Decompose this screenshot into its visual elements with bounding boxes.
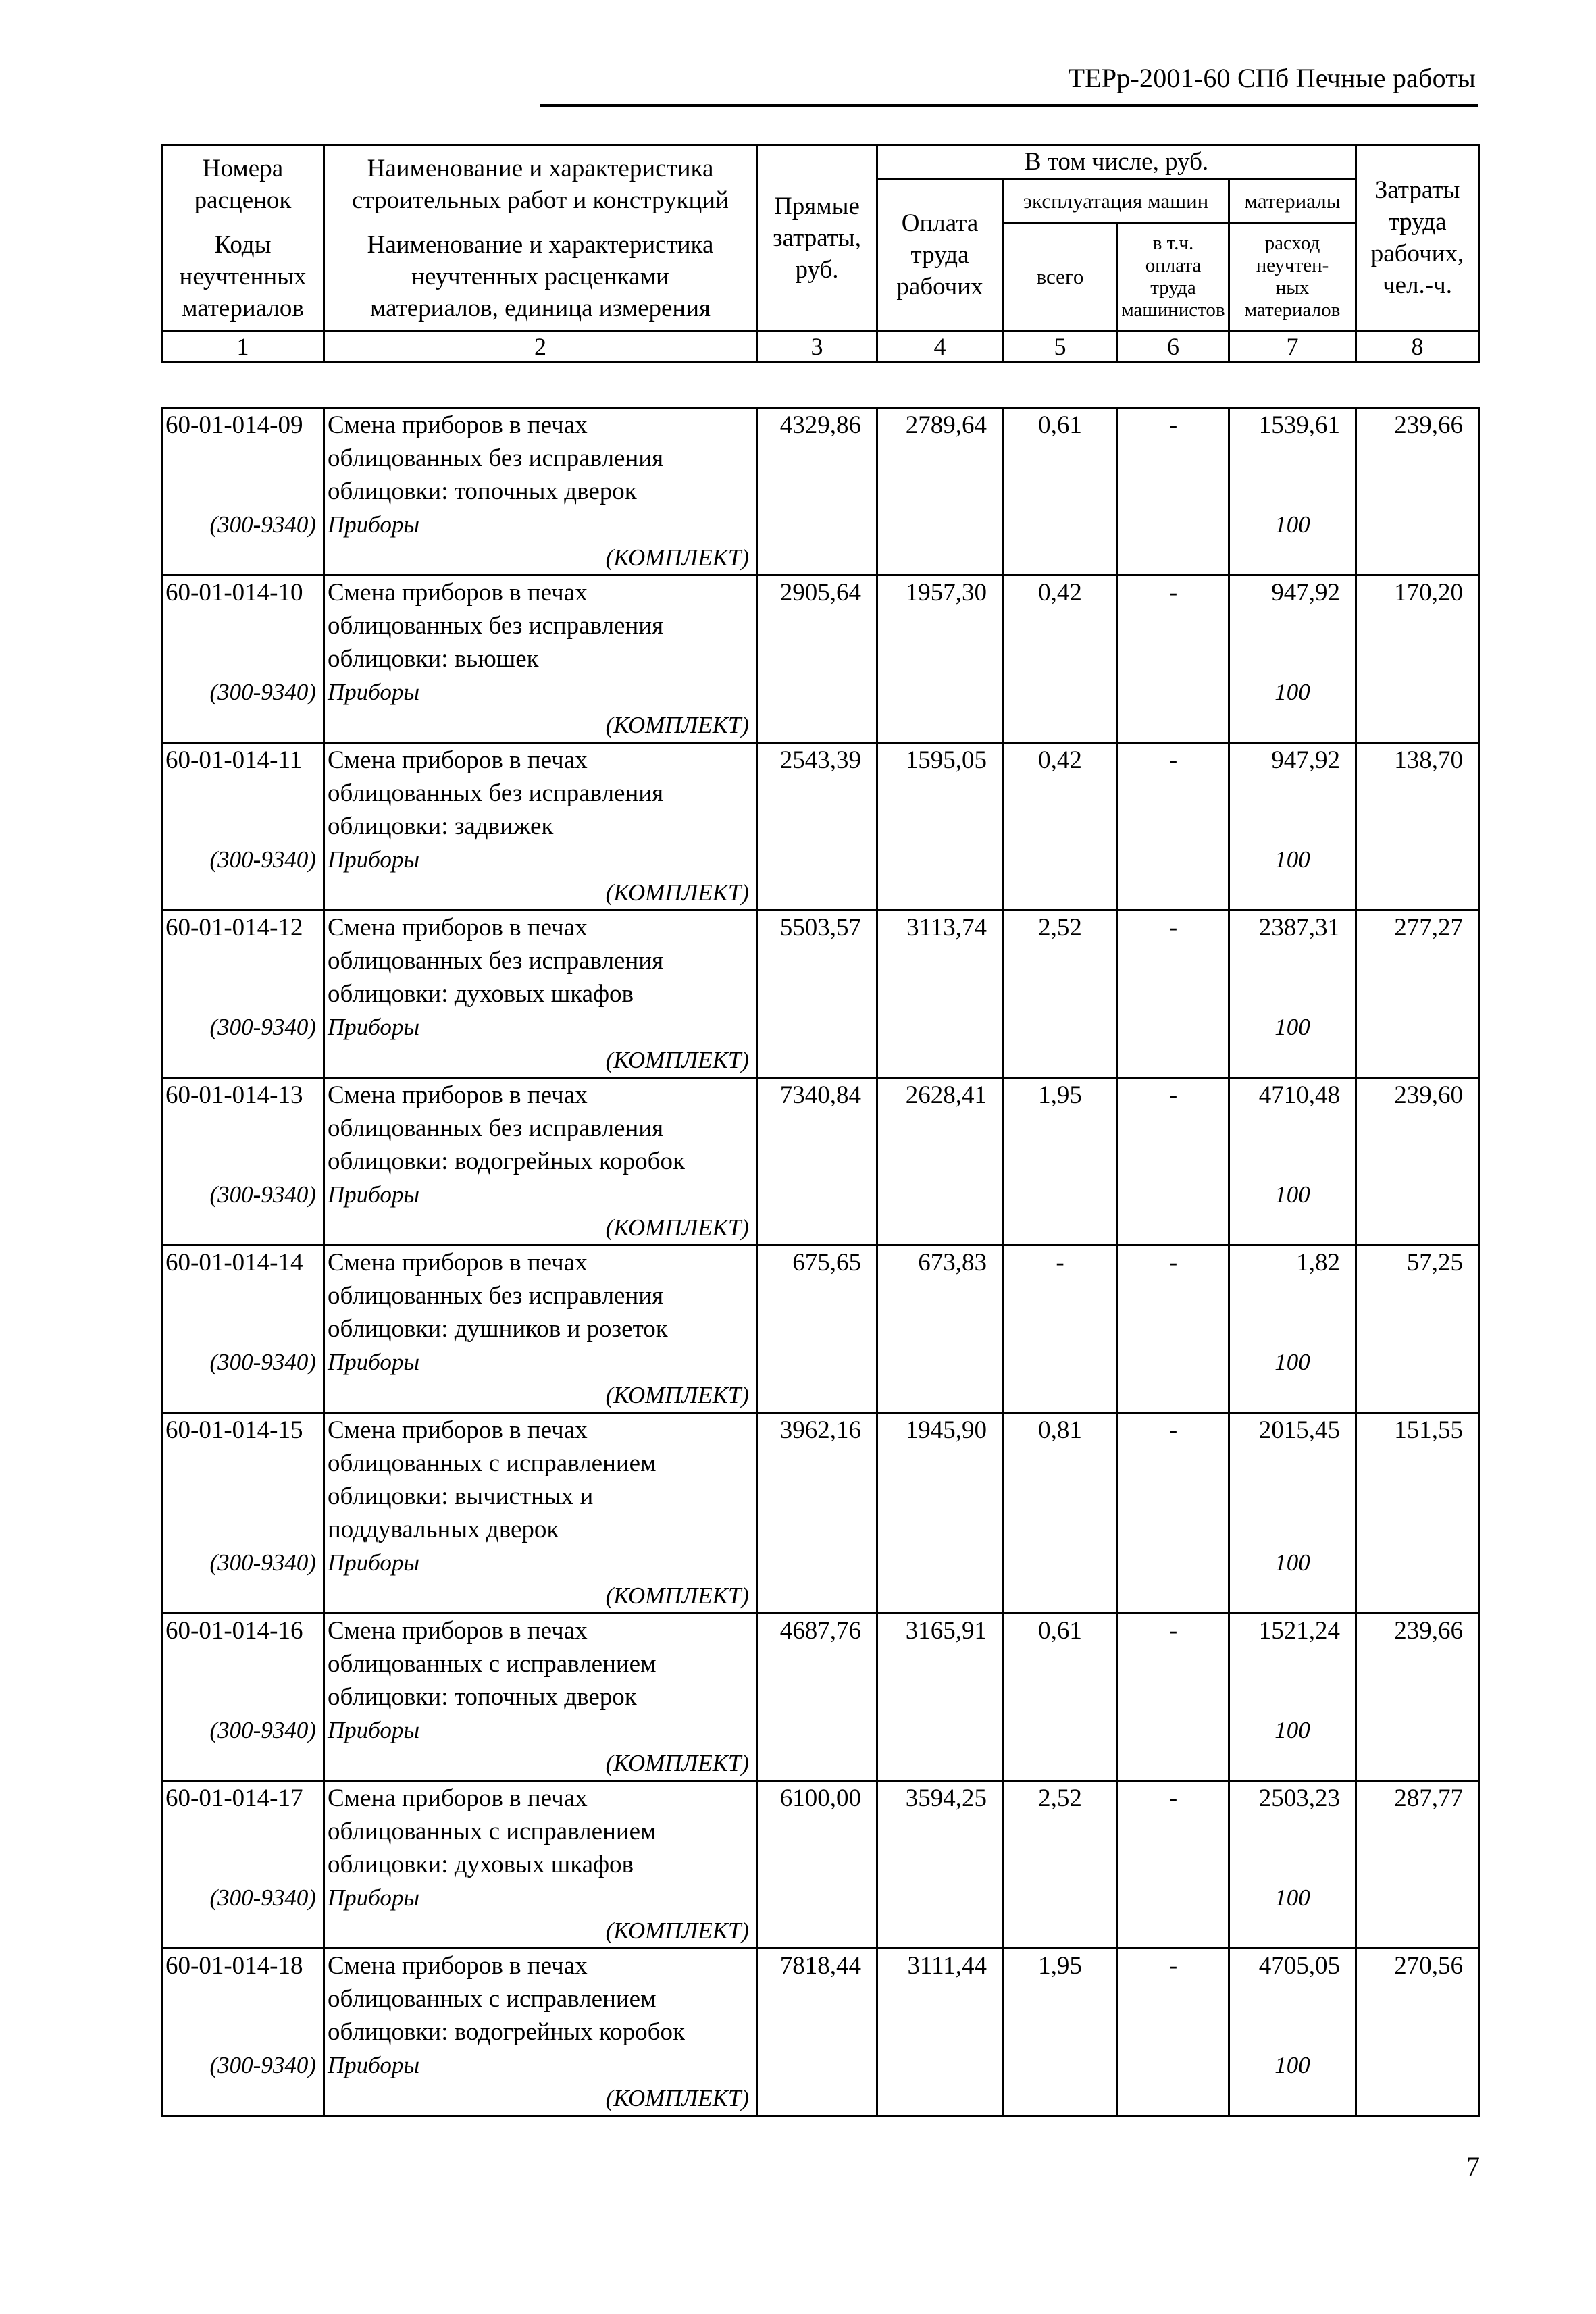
col-number-1: 1 bbox=[162, 331, 324, 363]
materials-cost: 1521,24 bbox=[1258, 1617, 1340, 1645]
rate-name-line: облицованных с исправлением bbox=[328, 1985, 657, 2013]
labor-pay: 1945,90 bbox=[877, 1413, 1003, 1614]
material-consumption: 100 bbox=[1275, 1549, 1310, 1576]
rate-name-line: Смена приборов в печах bbox=[328, 1617, 588, 1645]
material-unit: (КОМПЛЕКТ) bbox=[605, 1214, 749, 1241]
machines-total: 0,42 bbox=[1003, 575, 1118, 743]
labor-hours: 239,66 bbox=[1356, 1614, 1479, 1781]
material-name: Приборы bbox=[328, 1181, 420, 1208]
materials-cell bbox=[1229, 1078, 1356, 1245]
material-unit: (КОМПЛЕКТ) bbox=[605, 1750, 749, 1776]
rate-name-line: облицованных без исправления bbox=[328, 947, 664, 975]
material-name: Приборы bbox=[328, 846, 420, 873]
labor-pay: 2628,41 bbox=[877, 1078, 1003, 1245]
material-code: (300-9340) bbox=[209, 1349, 316, 1375]
col-number-4: 4 bbox=[877, 331, 1003, 363]
rate-name-line: Смена приборов в печах bbox=[328, 1952, 588, 1980]
col-header-group: В том числе, руб. bbox=[877, 145, 1356, 179]
col-header-material-name: Наименование и характеристика неучтенных расценками материалов, единица измерения bbox=[324, 224, 757, 331]
rate-code: 60-01-014-18 bbox=[165, 1952, 303, 1980]
materials-cell bbox=[1229, 1781, 1356, 1949]
labor-pay: 3594,25 bbox=[877, 1781, 1003, 1949]
rate-name-cell bbox=[324, 910, 757, 1078]
rate-name-line: облицовки: топочных дверок bbox=[328, 1683, 637, 1711]
materials-cell bbox=[1229, 1245, 1356, 1413]
table-row bbox=[162, 1781, 1479, 1949]
labor-hours: 270,56 bbox=[1356, 1949, 1479, 2116]
machines-total: 2,52 bbox=[1003, 1781, 1118, 1949]
rates-table bbox=[161, 407, 1480, 2117]
material-name: Приборы bbox=[328, 1549, 420, 1576]
rate-name-line: облицовки: водогрейных коробок bbox=[328, 2018, 685, 2046]
material-name: Приборы bbox=[328, 2052, 420, 2078]
material-name: Приборы bbox=[328, 1349, 420, 1375]
material-unit: (КОМПЛЕКТ) bbox=[605, 1918, 749, 1944]
rate-code-cell bbox=[162, 1614, 324, 1781]
rate-code-cell bbox=[162, 743, 324, 910]
material-consumption: 100 bbox=[1275, 1181, 1310, 1208]
labor-hours: 239,66 bbox=[1356, 408, 1479, 575]
rate-code: 60-01-014-09 bbox=[165, 411, 303, 439]
rate-code-cell bbox=[162, 1781, 324, 1949]
materials-cost: 4705,05 bbox=[1258, 1952, 1340, 1980]
col-header-machinist-pay: в т.ч. оплата труда машинистов bbox=[1118, 224, 1229, 331]
material-name: Приборы bbox=[328, 1884, 420, 1911]
materials-cost: 2387,31 bbox=[1258, 914, 1340, 942]
material-code: (300-9340) bbox=[209, 846, 316, 873]
labor-hours: 277,27 bbox=[1356, 910, 1479, 1078]
machinist-pay: - bbox=[1118, 1245, 1229, 1413]
direct-costs: 4687,76 bbox=[757, 1614, 877, 1781]
col-header-materials: материалы bbox=[1229, 179, 1356, 224]
labor-pay: 2789,64 bbox=[877, 408, 1003, 575]
rate-name-line: облицованных с исправлением bbox=[328, 1818, 657, 1845]
machinist-pay: - bbox=[1118, 408, 1229, 575]
labor-pay: 3165,91 bbox=[877, 1614, 1003, 1781]
table-row bbox=[162, 1078, 1479, 1245]
direct-costs: 5503,57 bbox=[757, 910, 877, 1078]
rate-name-cell bbox=[324, 1614, 757, 1781]
materials-cost: 2015,45 bbox=[1258, 1416, 1340, 1444]
labor-hours: 170,20 bbox=[1356, 575, 1479, 743]
machines-total: 1,95 bbox=[1003, 1949, 1118, 2116]
material-code: (300-9340) bbox=[209, 1014, 316, 1040]
rate-code: 60-01-014-10 bbox=[165, 579, 303, 607]
material-name: Приборы bbox=[328, 679, 420, 705]
material-consumption: 100 bbox=[1275, 2052, 1310, 2078]
rate-name-line: Смена приборов в печах bbox=[328, 579, 588, 607]
col-number-6: 6 bbox=[1118, 331, 1229, 363]
rate-name-line: облицованных без исправления bbox=[328, 444, 664, 472]
machines-total: 0,61 bbox=[1003, 1614, 1118, 1781]
machines-total: 0,42 bbox=[1003, 743, 1118, 910]
rate-name-cell bbox=[324, 743, 757, 910]
materials-cell bbox=[1229, 743, 1356, 910]
table-header bbox=[161, 144, 1480, 363]
rate-code-cell bbox=[162, 1245, 324, 1413]
title-rule bbox=[540, 104, 1478, 107]
material-unit: (КОМПЛЕКТ) bbox=[605, 544, 749, 571]
machinist-pay: - bbox=[1118, 1614, 1229, 1781]
table-row bbox=[162, 1245, 1479, 1413]
rate-name-line: Смена приборов в печах bbox=[328, 914, 588, 942]
rate-name-line: облицованных без исправления bbox=[328, 1282, 664, 1310]
material-code: (300-9340) bbox=[209, 1884, 316, 1911]
direct-costs: 7340,84 bbox=[757, 1078, 877, 1245]
material-name: Приборы bbox=[328, 511, 420, 538]
col-header-material-codes: Коды неучтенных материалов bbox=[162, 224, 324, 331]
col-number-3: 3 bbox=[757, 331, 877, 363]
materials-cell bbox=[1229, 575, 1356, 743]
rate-name-cell bbox=[324, 1413, 757, 1614]
material-code: (300-9340) bbox=[209, 1181, 316, 1208]
col-number-7: 7 bbox=[1229, 331, 1356, 363]
table-row bbox=[162, 575, 1479, 743]
rate-code: 60-01-014-12 bbox=[165, 914, 303, 942]
materials-cell bbox=[1229, 910, 1356, 1078]
labor-pay: 3113,74 bbox=[877, 910, 1003, 1078]
rate-name-cell bbox=[324, 408, 757, 575]
machinist-pay: - bbox=[1118, 1949, 1229, 2116]
material-consumption: 100 bbox=[1275, 1884, 1310, 1911]
material-code: (300-9340) bbox=[209, 679, 316, 705]
material-consumption: 100 bbox=[1275, 1014, 1310, 1040]
machinist-pay: - bbox=[1118, 1781, 1229, 1949]
material-name: Приборы bbox=[328, 1717, 420, 1743]
col-number-5: 5 bbox=[1003, 331, 1118, 363]
rate-name-line: Смена приборов в печах bbox=[328, 746, 588, 774]
rate-name-line: облицовки: душников и розеток bbox=[328, 1315, 668, 1343]
rate-name-line: облицовки: водогрейных коробок bbox=[328, 1148, 685, 1175]
col-header-codes: Номера расценок bbox=[162, 145, 324, 224]
rate-name-line: облицовки: вычистных и bbox=[328, 1483, 594, 1510]
rate-name-cell bbox=[324, 1949, 757, 2116]
materials-cell bbox=[1229, 1949, 1356, 2116]
rate-name-line: облицованных с исправлением bbox=[328, 1650, 657, 1678]
material-name: Приборы bbox=[328, 1014, 420, 1040]
col-header-name: Наименование и характеристика строительных работ и конструкций bbox=[324, 145, 757, 224]
table-row bbox=[162, 408, 1479, 575]
direct-costs: 4329,86 bbox=[757, 408, 877, 575]
materials-cost: 947,92 bbox=[1271, 579, 1340, 607]
rate-code: 60-01-014-17 bbox=[165, 1784, 303, 1812]
machinist-pay: - bbox=[1118, 1078, 1229, 1245]
rate-name-line: Смена приборов в печах bbox=[328, 411, 588, 439]
machines-total: 2,52 bbox=[1003, 910, 1118, 1078]
labor-pay: 673,83 bbox=[877, 1245, 1003, 1413]
col-header-material-consumption: расход неучтен- ных материалов bbox=[1229, 224, 1356, 331]
col-number-2: 2 bbox=[324, 331, 757, 363]
materials-cost: 2503,23 bbox=[1258, 1784, 1340, 1812]
rate-code-cell bbox=[162, 1078, 324, 1245]
materials-cost: 947,92 bbox=[1271, 746, 1340, 774]
labor-hours: 287,77 bbox=[1356, 1781, 1479, 1949]
material-code: (300-9340) bbox=[209, 2052, 316, 2078]
col-header-labor-pay: Оплата труда рабочих bbox=[877, 179, 1003, 331]
labor-pay: 1595,05 bbox=[877, 743, 1003, 910]
material-unit: (КОМПЛЕКТ) bbox=[605, 1047, 749, 1073]
table-row bbox=[162, 1413, 1479, 1614]
rate-name-line: облицованных без исправления bbox=[328, 779, 664, 807]
material-consumption: 100 bbox=[1275, 511, 1310, 538]
col-header-machines: эксплуатация машин bbox=[1003, 179, 1229, 224]
labor-hours: 239,60 bbox=[1356, 1078, 1479, 1245]
rate-code-cell bbox=[162, 1413, 324, 1614]
rate-code: 60-01-014-16 bbox=[165, 1617, 303, 1645]
rate-name-cell bbox=[324, 1078, 757, 1245]
materials-cost: 4710,48 bbox=[1258, 1081, 1340, 1109]
labor-hours: 151,55 bbox=[1356, 1413, 1479, 1614]
materials-cost: 1,82 bbox=[1296, 1249, 1340, 1277]
rate-code-cell bbox=[162, 575, 324, 743]
materials-cost: 1539,61 bbox=[1258, 411, 1340, 439]
rate-name-line: облицованных без исправления bbox=[328, 1114, 664, 1142]
machines-total: 1,95 bbox=[1003, 1078, 1118, 1245]
material-code: (300-9340) bbox=[209, 1549, 316, 1576]
rate-name-line: Смена приборов в печах bbox=[328, 1081, 588, 1109]
material-code: (300-9340) bbox=[209, 1717, 316, 1743]
material-consumption: 100 bbox=[1275, 679, 1310, 705]
rate-name-line: облицовки: духовых шкафов bbox=[328, 1851, 634, 1878]
machines-total: 0,61 bbox=[1003, 408, 1118, 575]
rate-name-line: облицовки: духовых шкафов bbox=[328, 980, 634, 1008]
rate-name-line: облицовки: топочных дверок bbox=[328, 478, 637, 505]
material-consumption: 100 bbox=[1275, 1349, 1310, 1375]
rate-name-line: Смена приборов в печах bbox=[328, 1249, 588, 1277]
table-row bbox=[162, 1614, 1479, 1781]
labor-hours: 57,25 bbox=[1356, 1245, 1479, 1413]
labor-pay: 1957,30 bbox=[877, 575, 1003, 743]
document-title: ТЕРр-2001-60 СПб Печные работы bbox=[1068, 63, 1476, 93]
rate-name-line: облицовки: вьюшек bbox=[328, 645, 539, 673]
col-number-8: 8 bbox=[1356, 331, 1479, 363]
direct-costs: 7818,44 bbox=[757, 1949, 877, 2116]
machines-total: - bbox=[1003, 1245, 1118, 1413]
rate-code: 60-01-014-11 bbox=[165, 746, 303, 774]
rate-code: 60-01-014-13 bbox=[165, 1081, 303, 1109]
material-unit: (КОМПЛЕКТ) bbox=[605, 879, 749, 906]
table-row bbox=[162, 743, 1479, 910]
rate-name-cell bbox=[324, 1781, 757, 1949]
materials-cell bbox=[1229, 1614, 1356, 1781]
table-row bbox=[162, 910, 1479, 1078]
material-unit: (КОМПЛЕКТ) bbox=[605, 1583, 749, 1609]
materials-cell bbox=[1229, 408, 1356, 575]
page-number: 7 bbox=[1466, 2151, 1480, 2182]
material-consumption: 100 bbox=[1275, 1717, 1310, 1743]
rate-name-cell bbox=[324, 575, 757, 743]
rate-name-cell bbox=[324, 1245, 757, 1413]
direct-costs: 675,65 bbox=[757, 1245, 877, 1413]
rate-code-cell bbox=[162, 408, 324, 575]
rate-name-line: облицованных с исправлением bbox=[328, 1449, 657, 1477]
machinist-pay: - bbox=[1118, 1413, 1229, 1614]
rate-code-cell bbox=[162, 1949, 324, 2116]
materials-cell bbox=[1229, 1413, 1356, 1614]
rate-name-line: поддувальных дверок bbox=[328, 1516, 559, 1543]
material-unit: (КОМПЛЕКТ) bbox=[605, 712, 749, 738]
rate-name-line: Смена приборов в печах bbox=[328, 1784, 588, 1812]
col-header-labor-hours: Затраты труда рабочих, чел.-ч. bbox=[1356, 145, 1479, 331]
table-row bbox=[162, 1949, 1479, 2116]
material-code: (300-9340) bbox=[209, 511, 316, 538]
direct-costs: 2905,64 bbox=[757, 575, 877, 743]
machinist-pay: - bbox=[1118, 743, 1229, 910]
material-unit: (КОМПЛЕКТ) bbox=[605, 2085, 749, 2111]
labor-hours: 138,70 bbox=[1356, 743, 1479, 910]
machines-total: 0,81 bbox=[1003, 1413, 1118, 1614]
direct-costs: 2543,39 bbox=[757, 743, 877, 910]
col-header-direct-costs: Прямые затраты, руб. bbox=[757, 145, 877, 331]
rate-code: 60-01-014-14 bbox=[165, 1249, 303, 1277]
rate-name-line: Смена приборов в печах bbox=[328, 1416, 588, 1444]
col-header-machines-total: всего bbox=[1003, 224, 1118, 331]
direct-costs: 6100,00 bbox=[757, 1781, 877, 1949]
direct-costs: 3962,16 bbox=[757, 1413, 877, 1614]
rate-name-line: облицовки: задвижек bbox=[328, 813, 554, 840]
machinist-pay: - bbox=[1118, 575, 1229, 743]
rate-code-cell bbox=[162, 910, 324, 1078]
material-consumption: 100 bbox=[1275, 846, 1310, 873]
labor-pay: 3111,44 bbox=[877, 1949, 1003, 2116]
machinist-pay: - bbox=[1118, 910, 1229, 1078]
rate-name-line: облицованных без исправления bbox=[328, 612, 664, 640]
material-unit: (КОМПЛЕКТ) bbox=[605, 1382, 749, 1408]
rate-code: 60-01-014-15 bbox=[165, 1416, 303, 1444]
